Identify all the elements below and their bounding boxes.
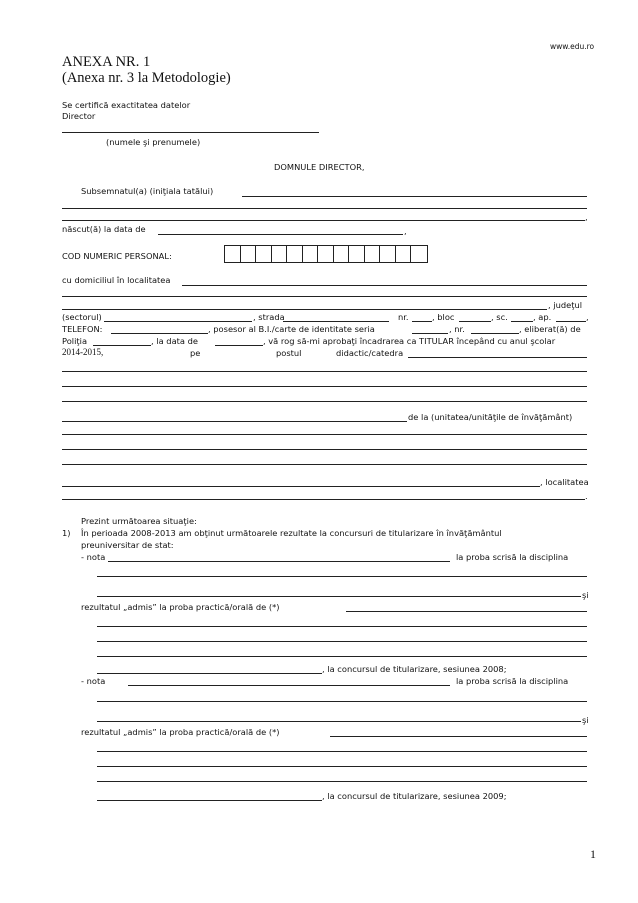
domicile-line-3[interactable] (62, 309, 547, 310)
apartment-comma: , (586, 312, 589, 322)
county-label: , judeţul (548, 300, 583, 310)
cnp-digit-box[interactable] (303, 246, 319, 262)
cnp-digit-box[interactable] (241, 246, 257, 262)
written-test-label-2009: la proba scrisă la disciplina (456, 676, 569, 686)
undersigned-label: Subsemnatul(a) (iniţiala tatălui) (81, 186, 214, 196)
result-admitted-label-2008: rezultatul „admis” la proba practică/orală de (*) (81, 602, 280, 612)
grade-label-2008: - nota (81, 552, 106, 562)
unit-line-4[interactable] (62, 486, 540, 487)
result-field-2009[interactable] (330, 736, 587, 737)
locality-label: , localitatea (540, 477, 589, 487)
police-label: Poliţia (62, 336, 88, 346)
domicile-label: cu domiciliul în localitatea (62, 275, 171, 285)
contest-session-2008: , la concursul de titularizare, sesiunea 2008; (322, 664, 507, 674)
phone-field[interactable] (111, 333, 208, 334)
post-line-1[interactable] (62, 371, 587, 372)
situation-item-text: În perioada 2008-2013 am obţinut următoarele rezultate la concursuri de titularizare în învăţământul (81, 528, 502, 538)
chair-label: didactic/catedra (336, 348, 404, 358)
page-number: 1 (590, 847, 596, 861)
director-label: Director (62, 111, 96, 121)
street-label: , strada (253, 312, 285, 322)
domicile-line-2[interactable] (62, 296, 587, 297)
result-line-2009-4[interactable] (97, 800, 322, 801)
id-series-field[interactable] (412, 333, 448, 334)
situation-intro: Prezint următoarea situaţie: (81, 516, 197, 526)
street-field[interactable] (283, 321, 389, 322)
undersigned-continuation-line-2[interactable] (62, 220, 585, 221)
apartment-field[interactable] (556, 321, 586, 322)
and-label-2008: şi (582, 590, 589, 600)
cnp-digit-box[interactable] (318, 246, 334, 262)
salutation: DOMNULE DIRECTOR, (274, 162, 365, 172)
on-label: pe (190, 348, 201, 358)
issue-date-field[interactable] (215, 345, 263, 346)
result-line-2008-1[interactable] (97, 626, 587, 627)
cnp-digit-box[interactable] (349, 246, 365, 262)
block-label: , bloc (432, 312, 455, 322)
cnp-label: COD NUMERIC PERSONAL: (62, 251, 172, 261)
id-number-field[interactable] (471, 333, 519, 334)
street-number-field[interactable] (412, 321, 432, 322)
born-label: născut(ă) la data de (62, 224, 146, 234)
police-field[interactable] (93, 345, 151, 346)
id-number-label: , nr. (449, 324, 465, 334)
post-line-2[interactable] (62, 386, 587, 387)
unit-line-3[interactable] (62, 464, 587, 465)
domicile-field[interactable] (182, 285, 587, 286)
born-comma: , (404, 226, 407, 236)
discipline-line-2009-2[interactable] (97, 721, 581, 722)
cnp-digit-box[interactable] (287, 246, 303, 262)
cnp-digit-box[interactable] (396, 246, 412, 262)
cnp-digit-box[interactable] (411, 246, 427, 262)
birth-date-field[interactable] (158, 234, 403, 235)
grade-field-2009[interactable] (128, 685, 450, 686)
discipline-line-2008-1[interactable] (97, 576, 587, 577)
and-label-2009: şi (582, 715, 589, 725)
result-line-2008-4[interactable] (97, 673, 322, 674)
contest-session-2009: , la concursul de titularizare, sesiunea 2009; (322, 791, 507, 801)
written-test-label-2008: la proba scrisă la disciplina (456, 552, 569, 562)
undersigned-field[interactable] (242, 196, 587, 197)
nr-label: nr. (398, 312, 409, 322)
locality-period: . (585, 491, 588, 501)
apartment-label: , ap. (533, 312, 552, 322)
phone-label: TELEFON: (62, 324, 103, 334)
sector-label: (sectorul) (62, 312, 102, 322)
staircase-label: , sc. (491, 312, 508, 322)
result-line-2009-1[interactable] (97, 751, 587, 752)
cnp-digit-box[interactable] (365, 246, 381, 262)
result-line-2009-3[interactable] (97, 781, 587, 782)
cnp-digit-box[interactable] (272, 246, 288, 262)
name-hint: (numele şi prenumele) (106, 137, 201, 147)
locality-field[interactable] (62, 499, 585, 500)
result-line-2008-3[interactable] (97, 656, 587, 657)
post-line-4[interactable] (62, 421, 407, 422)
result-admitted-label-2009: rezultatul „admis” la proba practică/orală de (*) (81, 727, 280, 737)
grade-field-2008[interactable] (108, 561, 450, 562)
website-url: www.edu.ro (550, 42, 595, 51)
issued-label: , eliberat(ă) de (519, 324, 581, 334)
cnp-digit-box[interactable] (334, 246, 350, 262)
situation-item-text-cont: preuniversitar de stat: (81, 540, 174, 550)
discipline-line-2008-2[interactable] (97, 596, 581, 597)
result-line-2008-2[interactable] (97, 641, 587, 642)
result-line-2009-2[interactable] (97, 766, 587, 767)
cnp-digit-box[interactable] (225, 246, 241, 262)
discipline-line-2009-1[interactable] (97, 701, 587, 702)
cnp-digit-box[interactable] (380, 246, 396, 262)
issue-date-label: , la data de (151, 336, 198, 346)
undersigned-continuation-line[interactable] (62, 208, 587, 209)
post-label: postul (276, 348, 302, 358)
unit-line-2[interactable] (62, 449, 587, 450)
situation-item-number: 1) (62, 528, 71, 538)
annex-subtitle: (Anexa nr. 3 la Metodologie) (62, 70, 231, 86)
staircase-field[interactable] (511, 321, 533, 322)
cnp-boxes[interactable] (224, 245, 428, 263)
unit-label: de la (unitatea/unităţile de învăţământ) (408, 412, 573, 422)
result-field-2008[interactable] (346, 611, 587, 612)
sector-field[interactable] (104, 321, 252, 322)
unit-line-1[interactable] (62, 434, 587, 435)
grade-label-2009: - nota (81, 676, 106, 686)
id-card-label: , posesor al B.I./carte de identitate seria (208, 324, 375, 334)
chair-field[interactable] (408, 357, 587, 358)
director-signature-line[interactable] (62, 132, 319, 133)
certification-line: Se certifică exactitatea datelor (62, 100, 191, 110)
block-field[interactable] (459, 321, 491, 322)
annex-title: ANEXA NR. 1 (62, 54, 151, 70)
comma-mark: , (585, 212, 588, 222)
post-line-3[interactable] (62, 401, 587, 402)
cnp-digit-box[interactable] (256, 246, 272, 262)
school-year: 2014-2015, (62, 347, 104, 357)
request-text: , vă rog să-mi aprobaţi încadrarea ca TITULAR începând cu anul şcolar (263, 336, 556, 346)
